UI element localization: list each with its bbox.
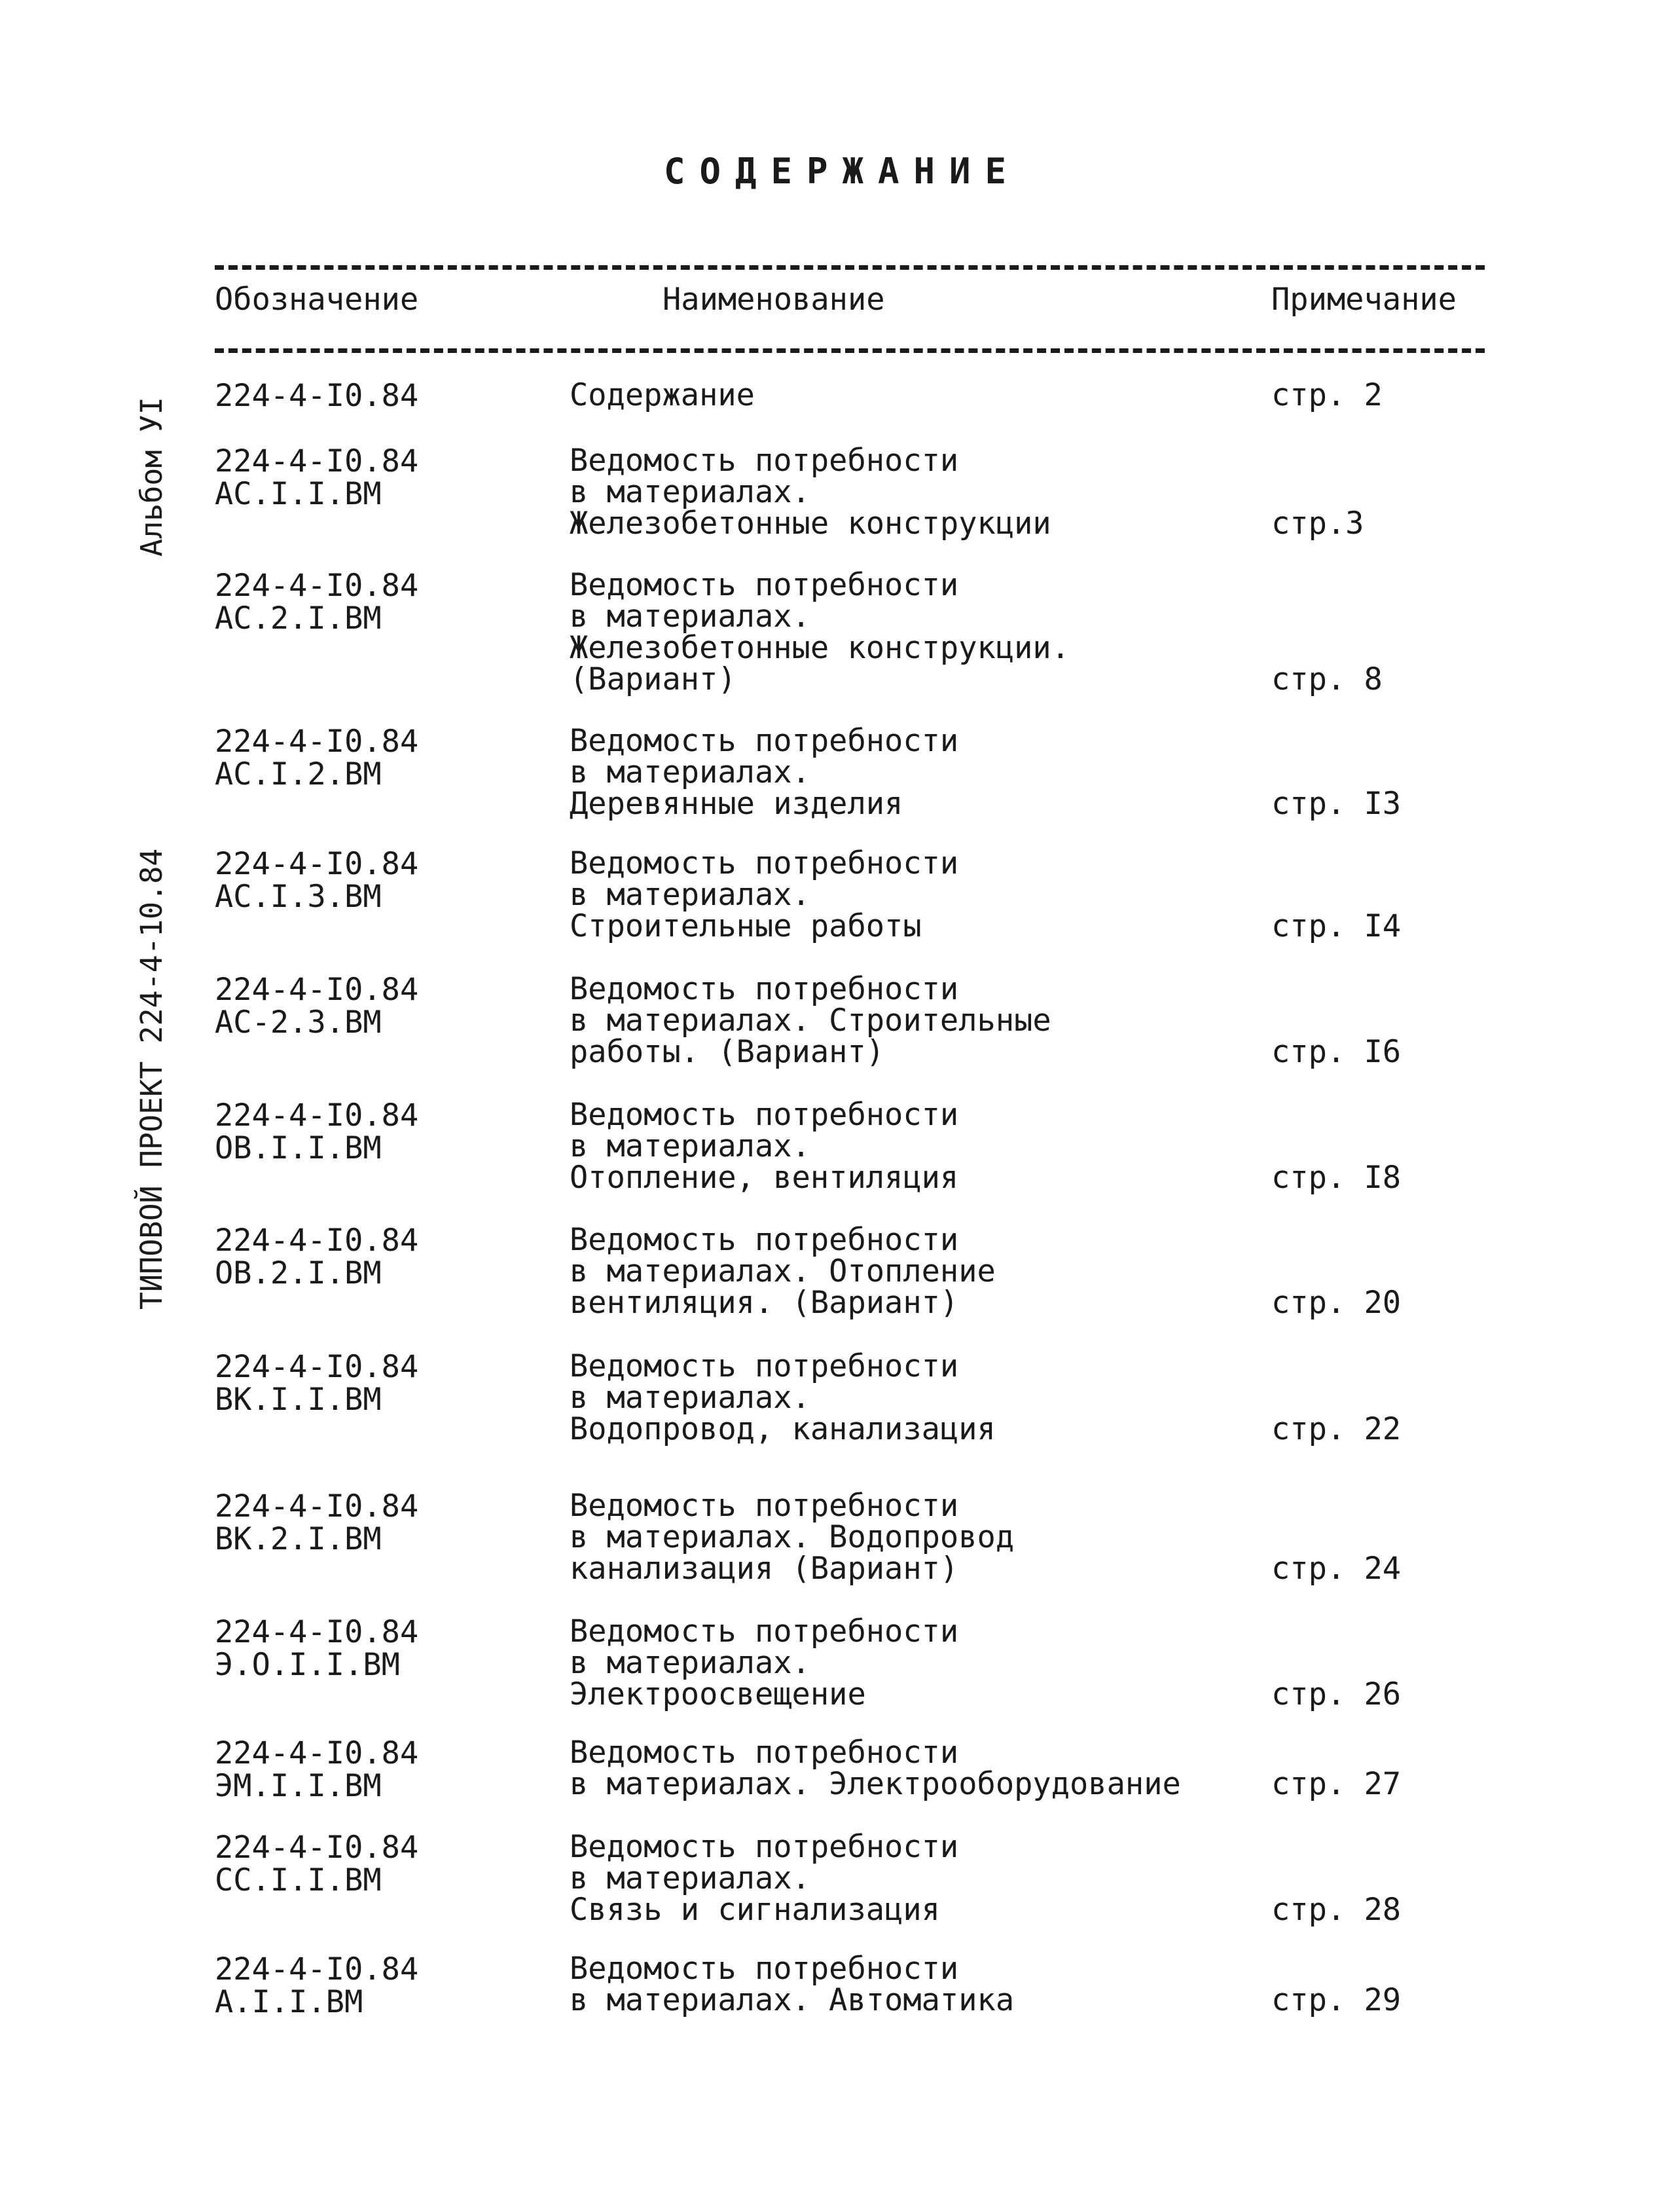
name-line: в материалах. <box>570 474 810 510</box>
page-title: СОДЕРЖАНИЕ <box>663 151 1021 192</box>
designation-line: 224-4-I0.84 <box>215 1223 419 1259</box>
name-line: в материалах. Строительные <box>570 1003 1051 1039</box>
name-line: Железобетонные конструкции. <box>570 630 1070 666</box>
name-line: в материалах. Электрооборудование <box>570 1766 1181 1802</box>
designation-line: 224-4-I0.84 <box>215 1097 419 1134</box>
row-designation <box>215 570 418 635</box>
designation-line: ОВ.I.I.ВМ <box>215 1130 382 1166</box>
row-note: стр. I6 <box>1271 1034 1402 1070</box>
row-note: стр. I4 <box>1271 908 1402 944</box>
row-name <box>570 723 959 822</box>
row-designation <box>215 726 418 791</box>
name-line: Ведомость потребности <box>570 1951 959 1987</box>
designation-line: 224-4-I0.84 <box>215 1735 419 1771</box>
designation-line: АС.2.I.ВМ <box>215 600 382 636</box>
name-line: Деревянные изделия <box>570 786 903 822</box>
row-note: стр. I3 <box>1271 786 1402 822</box>
header-designation: Обозначение <box>215 282 419 318</box>
row-designation <box>215 1351 418 1416</box>
designation-line: ВК.I.I.ВМ <box>215 1382 382 1418</box>
name-line: в материалах. Автоматика <box>570 1982 1015 2018</box>
designation-line: 224-4-I0.84 <box>215 1349 419 1385</box>
designation-line: ЭМ.I.I.ВМ <box>215 1768 382 1804</box>
designation-line: 224-4-I0.84 <box>215 443 419 479</box>
name-line: Ведомость потребности <box>570 1348 959 1384</box>
name-line: Железобетонные конструкции <box>570 506 1051 542</box>
designation-line: ОВ.2.I.ВМ <box>215 1255 382 1291</box>
designation-line: АС-2.3.ВМ <box>215 1005 382 1041</box>
name-line: в материалах. <box>570 754 810 790</box>
name-line: Ведомость потребности <box>570 1488 959 1524</box>
row-designation <box>215 974 418 1039</box>
name-line: в материалах. Отопление <box>570 1253 996 1289</box>
name-line: Водопровод, канализация <box>570 1411 996 1447</box>
designation-line: ВК.2.I.ВМ <box>215 1521 382 1557</box>
name-line: Ведомость потребности <box>570 1222 959 1258</box>
row-name <box>570 971 1051 1070</box>
name-line: в материалах. <box>570 1128 810 1164</box>
row-note: стр. 22 <box>1271 1411 1402 1447</box>
designation-line: 224-4-I0.84 <box>215 1951 419 1987</box>
designation-line: 224-4-I0.84 <box>215 568 419 604</box>
name-line: Содержание <box>570 377 755 413</box>
name-line: Ведомость потребности <box>570 1735 959 1771</box>
row-designation <box>215 380 418 413</box>
row-note: стр. 29 <box>1271 1982 1402 2018</box>
name-line: Ведомость потребности <box>570 1613 959 1650</box>
row-designation <box>215 848 418 913</box>
name-line: Ведомость потребности <box>570 1097 959 1133</box>
name-line: в материалах. <box>570 1380 810 1416</box>
row-name <box>570 1099 958 1194</box>
row-designation <box>215 1737 418 1803</box>
name-line: Ведомость потребности <box>570 845 959 881</box>
row-name <box>570 1829 959 1928</box>
row-note: стр. 27 <box>1271 1766 1402 1802</box>
row-name <box>570 1953 1014 2016</box>
name-line: Ведомость потребности <box>570 1829 959 1865</box>
name-line: Ведомость потребности <box>570 723 959 759</box>
name-line: в материалах. <box>570 1860 810 1896</box>
row-name <box>570 377 755 413</box>
row-note: стр. 2 <box>1271 377 1383 413</box>
row-designation <box>215 1225 418 1290</box>
designation-line: 224-4-I0.84 <box>215 724 419 760</box>
row-name <box>570 1737 1181 1800</box>
name-line: Отопление, вентиляция <box>570 1160 959 1196</box>
designation-line: 224-4-I0.84 <box>215 846 419 882</box>
designation-line: СС.I.I.ВМ <box>215 1862 382 1898</box>
row-note: стр. I8 <box>1271 1160 1402 1196</box>
name-line: в материалах. <box>570 1645 810 1681</box>
name-line: вентиляция. (Вариант) <box>570 1285 959 1321</box>
row-note: стр. 8 <box>1271 661 1383 697</box>
designation-line: 224-4-I0.84 <box>215 972 419 1008</box>
designation-line: АС.I.2.ВМ <box>215 756 382 792</box>
designation-line: 224-4-I0.84 <box>215 1830 419 1866</box>
row-designation <box>215 1490 418 1556</box>
name-line: Связь и сигнализация <box>570 1892 940 1928</box>
name-line: в материалах. Водопровод <box>570 1519 1015 1555</box>
row-designation <box>215 445 418 511</box>
designation-line: Э.О.I.I.ВМ <box>215 1647 400 1683</box>
row-name <box>570 845 959 944</box>
row-designation <box>215 1953 418 2019</box>
side-project-label: ТИПОВОЙ ПРОЕКТ 224-4-10.84 <box>134 848 169 1310</box>
designation-line: 224-4-I0.84 <box>215 1614 419 1650</box>
designation-line: 224-4-I0.84 <box>215 1488 419 1524</box>
header-top-rule <box>215 265 1485 270</box>
designation-line: А.I.I.ВМ <box>215 1984 363 2020</box>
designation-line: 224-4-I0.84 <box>215 378 419 414</box>
row-note: стр. 24 <box>1271 1551 1402 1587</box>
row-name <box>570 1348 996 1447</box>
designation-line: АС.I.I.ВМ <box>215 476 382 512</box>
row-designation <box>215 1616 418 1682</box>
designation-line: АС.I.3.ВМ <box>215 879 382 915</box>
row-name <box>570 1613 959 1712</box>
row-note: стр. 26 <box>1271 1676 1402 1712</box>
side-album-label: Альбом УI <box>134 397 169 557</box>
row-note: стр. 20 <box>1271 1285 1402 1321</box>
row-note: стр.3 <box>1271 506 1364 542</box>
header-note: Примечание <box>1271 282 1457 318</box>
name-line: Электроосвещение <box>570 1676 866 1712</box>
name-line: (Вариант) <box>570 661 736 697</box>
header-name: Наименование <box>663 282 885 318</box>
row-designation <box>215 1099 418 1165</box>
row-name <box>570 567 1070 697</box>
name-line: в материалах. <box>570 599 810 635</box>
row-name <box>570 1222 996 1321</box>
row-name <box>570 445 1051 540</box>
name-line: Ведомость потребности <box>570 443 959 479</box>
name-line: канализация (Вариант) <box>570 1551 959 1587</box>
header-bottom-rule <box>215 348 1485 353</box>
row-designation <box>215 1832 418 1897</box>
name-line: работы. (Вариант) <box>570 1034 885 1070</box>
name-line: Строительные работы <box>570 908 922 944</box>
row-name <box>570 1490 1014 1585</box>
name-line: Ведомость потребности <box>570 971 959 1007</box>
name-line: в материалах. <box>570 877 810 913</box>
row-note: стр. 28 <box>1271 1892 1402 1928</box>
name-line: Ведомость потребности <box>570 567 959 603</box>
